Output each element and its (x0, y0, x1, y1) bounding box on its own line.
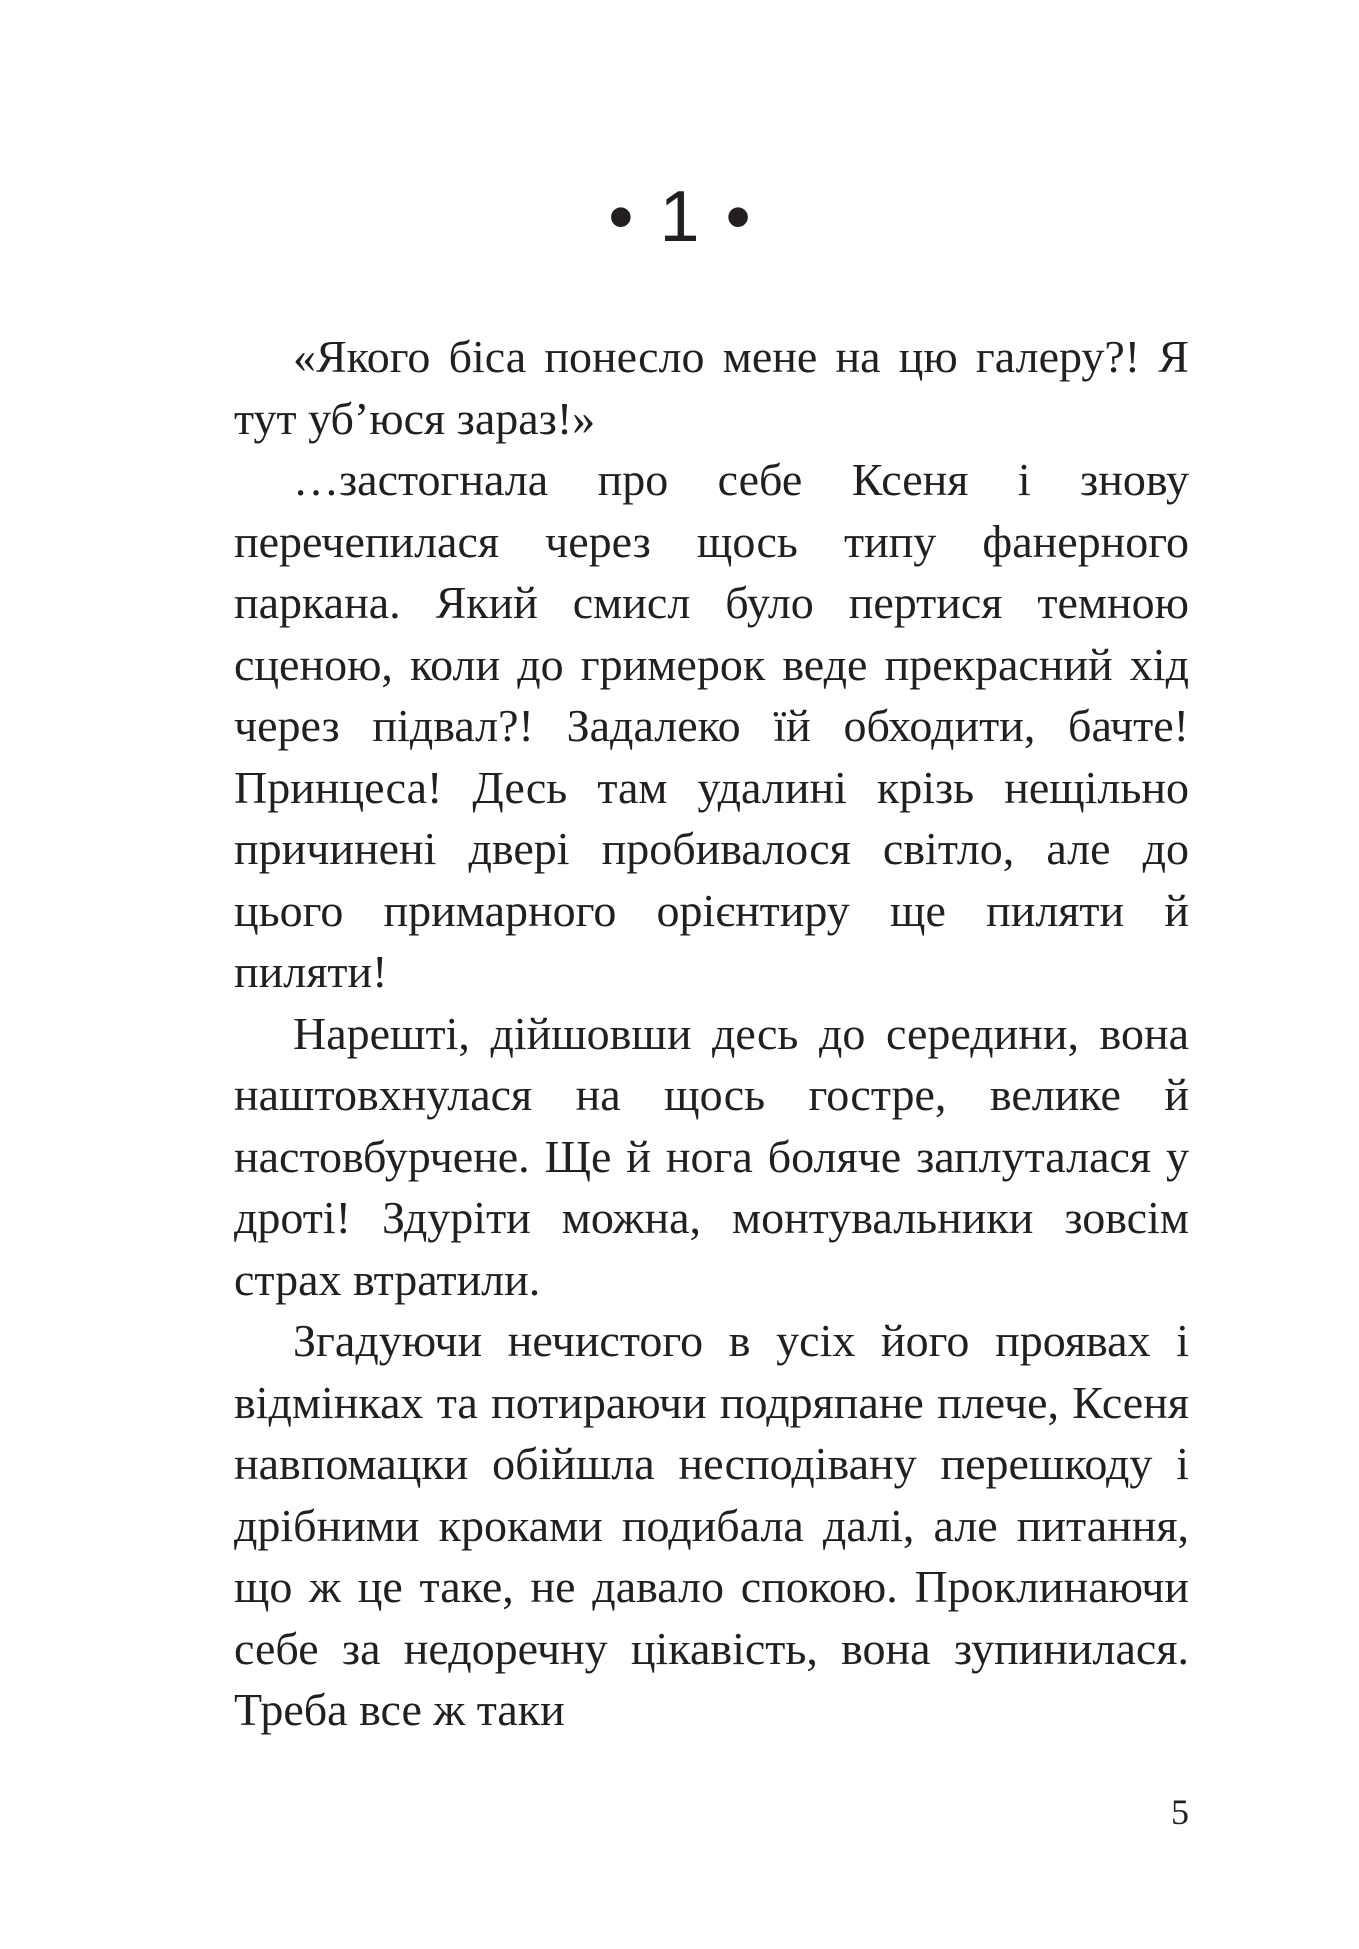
paragraph-4: Згадуючи нечистого в усіх його проявах і відмінках та потираючи подряпане плече, Ксеня навпомацки обійшла несподівану перешкоду і дрібними кроками подибала далі, але питання, що ж це таке, не давало спокою. Проклинаючи себе за недоречну цікавість, вона зупинилася. Треба все ж таки (234, 1315, 1189, 1735)
paragraph-3: Нарешті, дійшовши десь до середини, вона наштовхнулася на щось гостре, велике й настовбурчене. Ще й нога боляче заплуталася у дроті! Здуріти можна, монтувальники зовсім страх втратили. (234, 1007, 1189, 1305)
paragraph-2: …застогнала про себе Ксеня і знову перечепилася через щось типу фанерного паркана. Який смисл було пертися темною сценою, коли до гримерок веде прекрасний хід через підвал?! Задалеко їй обходити, бачте! Принцеса! Десь там удалині крізь нещільно причинені двері пробивалося світло, але до цього примарного орієнтиру ще пиляти й пиляти! (234, 454, 1189, 997)
body-text (234, 326, 1189, 1741)
page-number: 5 (1171, 1792, 1189, 1832)
paragraph-1: «Якого біса понесло мене на цю галеру?! Я тут уб’юся зараз!» (234, 331, 1189, 444)
chapter-heading: • 1 • (608, 177, 751, 257)
